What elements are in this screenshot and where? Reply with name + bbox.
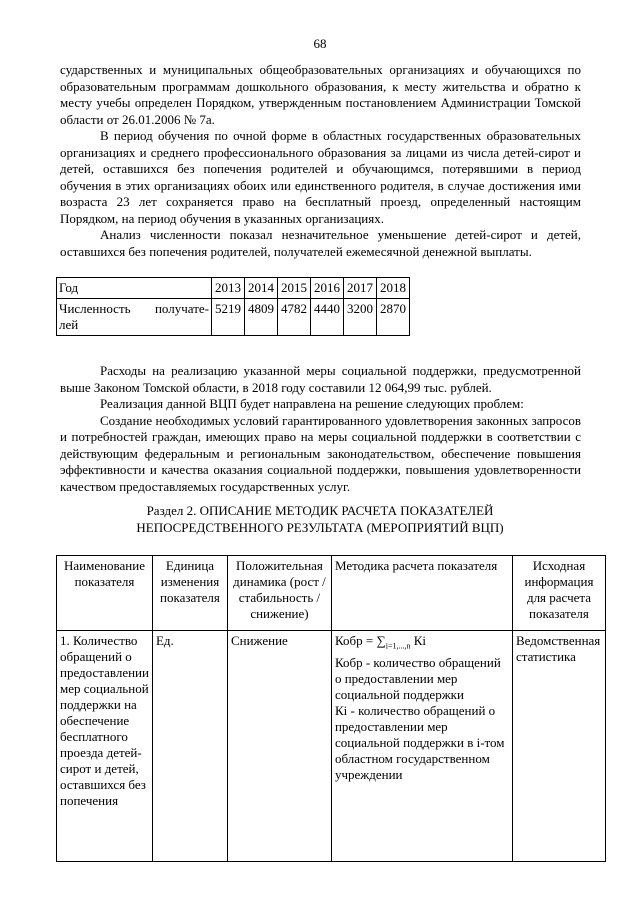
indicator-name-cell: 1. Количество обращений о предоставлении мер социальной поддержки на обеспечение бесплатного проезда детей-сирот и детей, оставшихся без попечения — [57, 631, 153, 862]
paragraph: В период обучения по очной форме в областных государственных образовательных организациях и среднего профессионального образования за лицами из числа детей-сирот и детей, оставшихся без попечения родителей и обучающимся, потерявшими в период обучения в этих организациях обоих или единственного родителя, в случае достижения ими возраста 23 лет сохраняется право на бесплатный проезд, определенный настоящим Порядком, на период обучения в указанных организациях. — [60, 128, 581, 226]
method-description: Кi - количество обращений о предоставлении мер социальной поддержки в i-том областном государственном учреждении — [334, 702, 505, 782]
count-cell: 3200 — [344, 299, 377, 336]
year-cell: 2014 — [245, 278, 278, 299]
year-cell: 2018 — [377, 278, 410, 299]
section-title-line: Раздел 2. ОПИСАНИЕ МЕТОДИК РАСЧЕТА ПОКАЗАТЕЛЕЙ — [146, 503, 494, 518]
paragraph: Создание необходимых условий гарантированного удовлетворения законных запросов и потребностей граждан, имеющих право на меры социальной поддержки в соответствии с действующим федеральным и региональным законодательством, обеспечение повышения эффективности и качества оказания социальной поддержки, повышения удовлетворенности качеством предоставляемых государственных услуг. — [60, 412, 581, 494]
column-header: Исходная информация для расчета показателя — [512, 556, 605, 631]
table-header-row — [57, 556, 606, 631]
year-cell: 2015 — [278, 278, 311, 299]
method-cell — [331, 631, 512, 862]
column-header: Единица изменения показателя — [152, 556, 227, 631]
year-label-cell: Год — [57, 278, 212, 299]
count-cell: 5219 — [212, 299, 245, 336]
paragraph: Расходы на реализацию указанной меры социальной поддержки, предусмотренной выше Законом Томской области, в 2018 году составили 12 064,99 тыс. рублей. — [60, 363, 581, 395]
paragraph: Анализ численности показал незначительное уменьшение детей-сирот и детей, оставшихся без попечения родителей, получателей ежемесячной денежной выплаты. — [60, 227, 581, 259]
table-row — [57, 278, 410, 299]
formula-rhs: Кi — [410, 633, 427, 648]
dynamics-cell: Снижение — [227, 631, 331, 862]
year-cell: 2013 — [212, 278, 245, 299]
source-cell: Ведомственная статистика — [512, 631, 605, 862]
method-description: Кобр - количество обращений о предоставлении мер социальной поддержки — [334, 654, 501, 702]
intro-text-block — [60, 62, 581, 260]
sum-index: i=1,...,n — [385, 641, 411, 651]
column-header: Положительная динамика (рост / стабильность / снижение) — [227, 556, 331, 631]
count-cell: 4782 — [278, 299, 311, 336]
page-number: 68 — [313, 36, 327, 51]
count-label-line: лей — [59, 317, 79, 332]
recipients-stats-table — [56, 277, 410, 336]
count-label-cell — [57, 299, 212, 336]
section-title-line: НЕПОСРЕДСТВЕННОГО РЕЗУЛЬТАТА (МЕРОПРИЯТИЙ ВЦП) — [136, 520, 504, 535]
year-cell: 2016 — [311, 278, 344, 299]
column-header: Наименование показателя — [57, 556, 153, 631]
count-cell: 4440 — [311, 299, 344, 336]
column-header: Методика расчета показателя — [331, 556, 512, 631]
count-cell: 2870 — [377, 299, 410, 336]
section-title — [0, 502, 640, 536]
table-row — [57, 299, 410, 336]
sum-symbol: ∑ — [376, 633, 386, 648]
formula-lhs: Кобр = — [334, 633, 377, 648]
unit-cell: Ед. — [152, 631, 227, 862]
count-label-line: Численность получате- — [59, 301, 209, 316]
count-cell: 4809 — [245, 299, 278, 336]
method-table — [56, 555, 606, 862]
after-table-text-block — [60, 363, 581, 495]
paragraph: сударственных и муниципальных общеобразовательных организациях и обучающихся по образовательным программам дошкольного образования, к месту жительства и обратно к месту учебы определен Порядком, утвержденным постановлением Администрации Томской области от 26.01.2006 № 7а. — [60, 62, 581, 127]
formula — [335, 633, 509, 655]
year-cell: 2017 — [344, 278, 377, 299]
table-row — [57, 631, 606, 862]
paragraph: Реализация данной ВЦП будет направлена на решение следующих проблем: — [100, 396, 524, 411]
